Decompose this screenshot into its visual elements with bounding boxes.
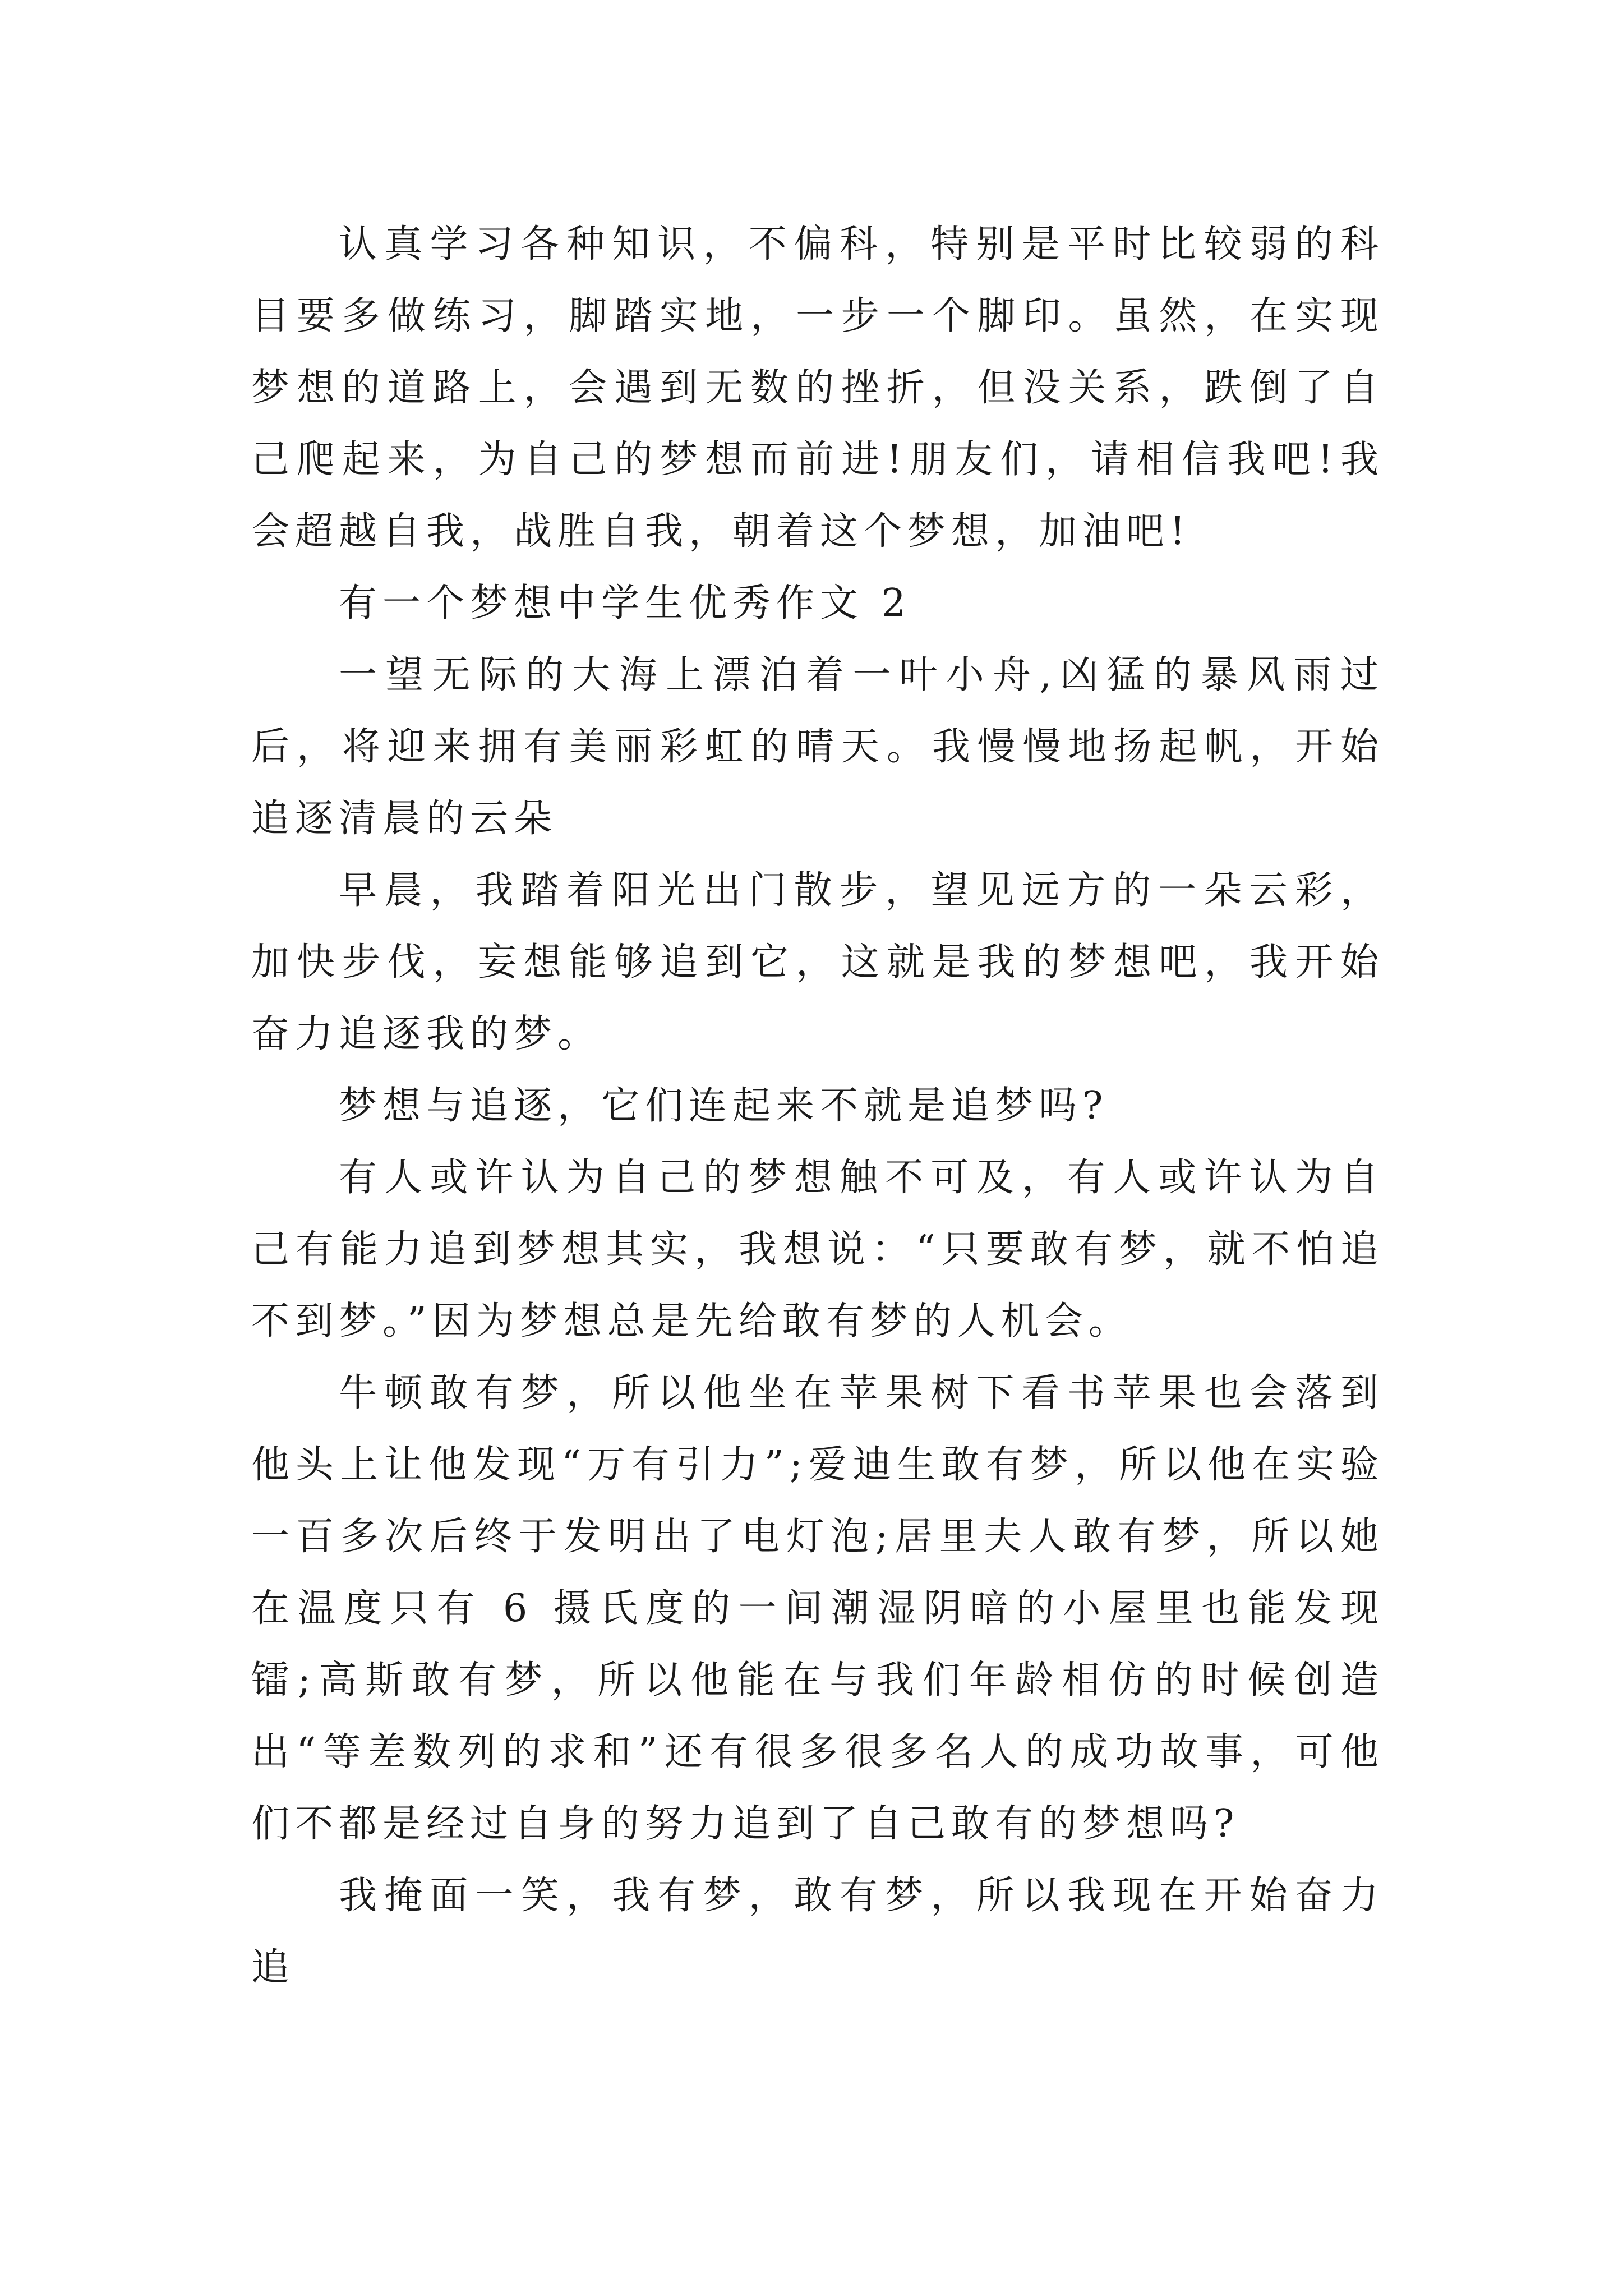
essay-title-2: 有一个梦想中学生优秀作文 2 — [339, 581, 911, 625]
paragraph-dare-to-dream: 有人或许认为自己的梦想触不可及，有人或许认为自己有能力追到梦想其实，我想说：“只要敢有梦，就不怕追不到梦。”因为梦想总是先给敢有梦的人机会。 — [251, 1156, 1384, 1343]
paragraph-morning-walk: 早晨，我踏着阳光出门散步，望见远方的一朵云彩，加快步伐，妄想能够追到它，这就是我的梦想吧，我开始奋力追逐我的梦。 — [251, 868, 1384, 1056]
paragraph-sea-boat: 一望无际的大海上漂泊着一叶小舟,凶猛的暴风雨过后，将迎来拥有美丽彩虹的晴天。我慢慢地扬起帆，开始追逐清晨的云朵 — [251, 653, 1384, 841]
paragraph-famous-people: 牛顿敢有梦，所以他坐在苹果树下看书苹果也会落到他头上让他发现“万有引力”;爱迪生敢有梦，所以他在实验一百多次后终于发明出了电灯泡;居里夫人敢有梦，所以她在温度只有 6 摄氏度的一间潮湿阴暗的小屋里也能发现镭;高斯敢有梦，所以他能在与我们年龄相仿的时候创造出“等差数列的求和”还有很多很多名人的成功故事，可他们不都是经过自身的努力追到了自己敢有的梦想吗? — [251, 1371, 1384, 1846]
paragraph-smile: 我掩面一笑，我有梦，敢有梦，所以我现在开始奋力追 — [251, 1874, 1384, 1990]
document-body — [251, 209, 1384, 2004]
paragraph-study-hard: 认真学习各种知识，不偏科，特别是平时比较弱的科目要多做练习，脚踏实地，一步一个脚印。虽然，在实现梦想的道路上，会遇到无数的挫折，但没关系，跌倒了自己爬起来，为自己的梦想而前进!朋友们，请相信我吧!我会超越自我，战胜自我，朝着这个梦想，加油吧! — [251, 222, 1384, 554]
paragraph-dream-chase: 梦想与追逐，它们连起来不就是追梦吗? — [339, 1084, 1109, 1128]
